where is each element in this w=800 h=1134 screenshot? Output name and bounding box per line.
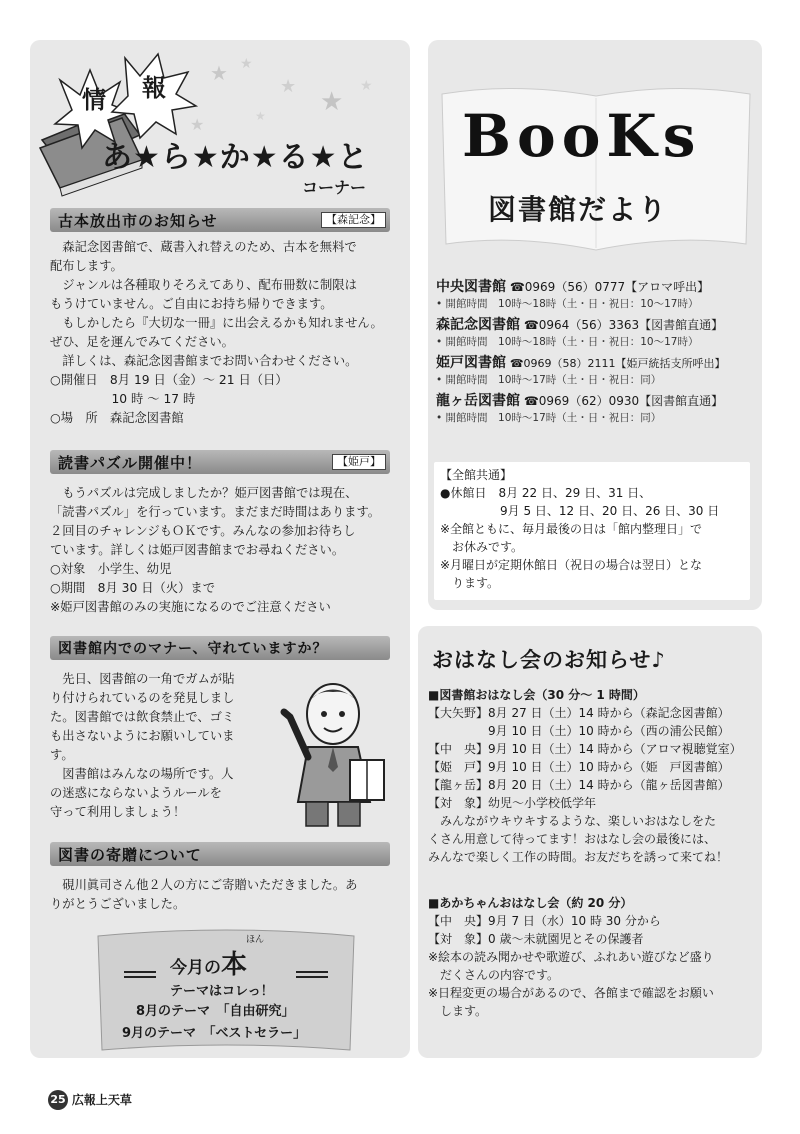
footer <box>48 1090 132 1110</box>
text-line: もしかしたら『大切な一冊』に出会えるかも知れません。 <box>50 316 383 330</box>
badge-info-left: 情 <box>82 86 106 114</box>
section-location-tag: 【森記念】 <box>321 212 386 228</box>
text-line: 【龍ヶ岳】8月 20 日（土）14 時から（龍ヶ岳図書館） <box>428 778 730 792</box>
text-line: ています。詳しくは姫戸図書館までお尋ねください。 <box>50 543 345 557</box>
library-phone: ☎0964（56）3363【図書館直通】 <box>523 318 724 332</box>
section-manners-body <box>50 670 265 822</box>
text-line: 9月 5 日、12 日、20 日、26 日、30 日 <box>440 504 720 518</box>
library-hours: • 開館時間 10時〜18時（土・日・祝日：10〜17時） <box>436 336 699 348</box>
library-name: 姫戸図書館 <box>436 355 506 371</box>
section-location-tag: 【姫戸】 <box>332 454 386 470</box>
monthly-book-label <box>170 944 247 981</box>
library-item-himedo <box>436 352 760 390</box>
library-hours: • 開館時間 10時〜17時（土・日・祝日：同） <box>436 374 662 386</box>
text-line: もうけていません。ご自由にお持ち帰りできます。 <box>50 297 333 311</box>
section-puzzle-header <box>50 450 390 474</box>
text-line: もうパズルは完成しましたか？姫戸図書館では現在、 <box>50 486 358 500</box>
page-number: 25 <box>48 1090 68 1110</box>
text-line: 【中 央】9月 7 日（水）10 時 30 分から <box>428 914 661 928</box>
library-item-morikinen <box>436 314 760 352</box>
text-line: ぜひ、足を運んでみてください。 <box>50 335 234 349</box>
storytime-sub1-heading: ■図書館おはなし会（30 分〜 1 時間） <box>428 688 645 702</box>
common-heading: 【全館共通】 <box>440 468 513 482</box>
publication-name: 広報上天草 <box>71 1093 132 1107</box>
text-line: 【姫 戸】9月 10 日（土）10 時から（姫 戸図書館） <box>428 760 730 774</box>
monthly-book-ruby: ほん <box>246 935 265 945</box>
library-item-ryugatake <box>436 390 760 428</box>
text-line: みんなで楽しく工作の時間。お友だちを誘って来てね！ <box>428 850 729 864</box>
section-manners-header <box>50 636 390 660</box>
monthly-book-theme-intro: テーマはコレっ！ <box>170 984 274 999</box>
text-line: 【大矢野】8月 27 日（土）14 時から（森記念図書館） <box>428 706 730 720</box>
storytime-baby-body <box>428 894 758 1020</box>
svg-text:★: ★ <box>190 115 205 134</box>
library-item-chuo <box>436 276 760 314</box>
section-donation-header <box>50 842 390 866</box>
badge-info-right: 報 <box>142 74 166 102</box>
text-line: 守って利用しましょう！ <box>50 805 186 819</box>
text-line: ●休館日 8月 22 日、29 日、31 日、 <box>440 486 652 500</box>
library-phone: ☎0969（62）0930【図書館直通】 <box>523 394 724 408</box>
books-title: BooKs <box>462 102 702 170</box>
text-line: ジャンルは各種取りそろえてあり、配布冊数に制限は <box>50 278 357 292</box>
corner-title: あ★ら★か★る★と <box>102 140 369 175</box>
svg-text:★: ★ <box>210 61 228 85</box>
text-line: の迷惑にならないようルールを <box>50 786 222 800</box>
text-line: くさん用意して待ってます！おはなし会の最後には、 <box>428 832 717 846</box>
corner-subtitle: コーナー <box>302 178 367 197</box>
text-line: 図書館はみんなの場所です。人 <box>50 767 234 781</box>
text-line: ○開催日 8月 19 日（金）〜 21 日（日） <box>50 373 288 387</box>
text-line: ります。 <box>440 576 500 590</box>
section-title: 古本放出市のお知らせ <box>58 212 218 230</box>
section-used-books-body <box>50 238 395 428</box>
library-name: 森記念図書館 <box>436 317 520 333</box>
section-title: 図書の寄贈について <box>58 846 202 864</box>
svg-text:★: ★ <box>320 87 344 117</box>
text-line: ○期間 8月 30 日（火）まで <box>50 581 215 595</box>
text-line: ○場 所 森記念図書館 <box>50 411 184 425</box>
librarian-pointing-illustration <box>278 672 388 832</box>
text-line: 【対 象】0 歳〜未就園児とその保護者 <box>428 932 644 946</box>
text-line: 配布します。 <box>50 259 123 273</box>
section-puzzle-body <box>50 484 395 617</box>
text-line: お休みです。 <box>440 540 524 554</box>
common-info-text <box>440 466 750 592</box>
storytime-title: おはなし会のお知らせ♪ <box>432 648 666 672</box>
text-line: 10 時 〜 17 時 <box>50 392 196 406</box>
monthly-book-sep-theme: 9月のテーマ 「ベストセラー」 <box>122 1026 307 1041</box>
text-line: ※日程変更の場合があるので、各館まで確認をお願い <box>428 986 714 1000</box>
text-line: た。図書館では飲食禁止で、ゴミ <box>50 710 235 724</box>
section-title: 図書館内でのマナー、守れていますか？ <box>58 641 328 657</box>
books-subtitle: 図書館だより <box>488 193 669 226</box>
text-line: 詳しくは、森記念図書館までお問い合わせください。 <box>50 354 358 368</box>
text-line: 森記念図書館で、蔵書入れ替えのため、古本を無料で <box>50 240 357 254</box>
svg-text:★: ★ <box>255 109 266 123</box>
text-line: 硯川眞司さん他２人の方にご寄贈いただきました。あ <box>50 878 358 892</box>
library-name: 中央図書館 <box>436 279 506 295</box>
storytime-body <box>428 686 758 866</box>
svg-text:★: ★ <box>280 76 297 97</box>
text-line: す。 <box>50 748 74 762</box>
text-line: します。 <box>428 1004 488 1018</box>
monthly-book-big: 本 <box>221 950 248 980</box>
text-line: ○対象 小学生、幼児 <box>50 562 172 576</box>
storytime-sub2-heading: ■あかちゃんおはなし会（約 20 分） <box>428 896 633 910</box>
library-hours: • 開館時間 10時〜18時（土・日・祝日：10〜17時） <box>436 298 699 310</box>
svg-text:★: ★ <box>240 56 253 72</box>
monthly-book-label-text: 今月の <box>170 958 221 978</box>
section-title: 読書パズル開催中！ <box>58 454 203 472</box>
text-line: だくさんの内容です。 <box>428 968 560 982</box>
text-line: ※姫戸図書館のみの実施になるのでご注意ください <box>50 600 331 614</box>
monthly-book-aug-theme: 8月のテーマ 「自由研究」 <box>136 1004 295 1019</box>
text-line: ※月曜日が定期休館日（祝日の場合は翌日）とな <box>440 558 703 572</box>
text-line: ※絵本の読み聞かせや歌遊び、ふれあい遊びなど盛り <box>428 950 714 964</box>
library-phone: ☎0969（58）2111【姫戸統括支所呼出】 <box>509 357 726 370</box>
text-line: ※全館ともに、毎月最後の日は「館内整理日」で <box>440 522 703 536</box>
svg-text:★: ★ <box>360 78 373 94</box>
text-line: りがとうございました。 <box>50 897 186 911</box>
library-name: 龍ヶ岳図書館 <box>436 393 520 409</box>
library-hours: • 開館時間 10時〜17時（土・日・祝日：同） <box>436 412 662 424</box>
library-list <box>436 276 760 428</box>
text-line: みんながウキウキするような、楽しいおはなしをた <box>428 814 717 828</box>
corner-header <box>30 40 410 200</box>
text-line: 先日、図書館の一角でガムが貼 <box>50 672 235 686</box>
text-line: 【対 象】幼児〜小学校低学年 <box>428 796 597 810</box>
section-donation-body <box>50 876 395 914</box>
text-line: も出さないようにお願いしていま <box>50 729 235 743</box>
library-phone: ☎0969（56）0777【アロマ呼出】 <box>509 280 710 294</box>
text-line: 「読書パズル」を行っています。まだまだ時間はあります。 <box>50 505 381 519</box>
section-used-books-header <box>50 208 390 232</box>
text-line: ２回目のチャレンジもＯＫです。みんなの参加お待ちし <box>50 524 356 538</box>
text-line: 【中 央】9月 10 日（土）14 時から（アロマ視聴覚室） <box>428 742 742 756</box>
text-line: り付けられているのを発見しまし <box>50 691 235 705</box>
text-line: 9月 10 日（土）10 時から（西の浦公民館） <box>428 724 730 738</box>
